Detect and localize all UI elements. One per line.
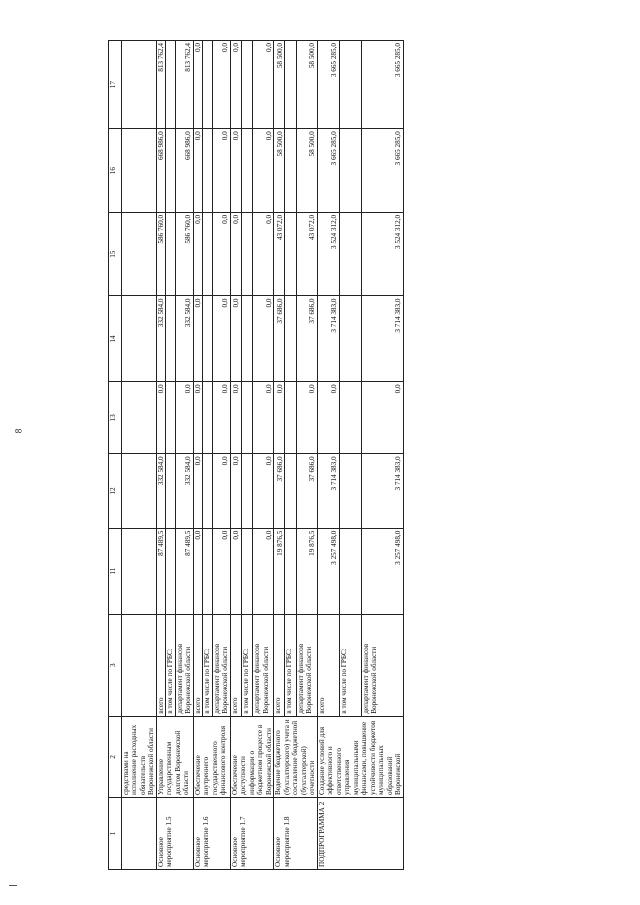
cell-value: 0,0: [230, 454, 241, 528]
cell-value: 0,0: [253, 41, 274, 129]
column-header: 14: [109, 296, 122, 382]
cell-value: 0,0: [212, 41, 230, 129]
cell-value: [166, 528, 175, 614]
cell-empty: [122, 129, 157, 213]
cell-value: 3 257 498,0: [317, 528, 339, 614]
cell-measure-name: Основное мероприятие 1.6: [193, 798, 230, 870]
cell-value: 0,0: [175, 382, 193, 454]
cell-value: 0,0: [253, 454, 274, 528]
column-header: 17: [109, 41, 122, 129]
cell-value: 0,0: [193, 382, 202, 454]
column-header: 3: [109, 614, 122, 716]
cell-value: [241, 212, 252, 296]
column-header: 12: [109, 454, 122, 528]
column-header: 2: [109, 716, 122, 797]
cell-value: [203, 41, 212, 129]
cell-value: 0,0: [193, 129, 202, 213]
cell-sub-label: департамент финансов Воронежской области: [253, 614, 274, 716]
cell-value: 0,0: [230, 212, 241, 296]
cell-value: [285, 41, 296, 129]
cell-value: 58 500,0: [296, 129, 317, 213]
cell-description: средствами на исполнение расходных обязательств Воронежской области: [122, 716, 157, 797]
cell-measure-name: Основное мероприятие 1.7: [230, 798, 273, 870]
cell-value: 0,0: [230, 296, 241, 382]
cell-sub-label: в том числе по ГРБС:: [285, 614, 296, 716]
table-row: [274, 41, 285, 870]
cell-value: 0,0: [296, 382, 317, 454]
column-header: 11: [109, 528, 122, 614]
cell-value: 0,0: [230, 382, 241, 454]
page-number: 8: [13, 428, 24, 434]
cell-value: 3 665 285,0: [317, 41, 339, 129]
cell-value: 332 584,0: [156, 296, 165, 382]
column-header: 15: [109, 212, 122, 296]
cell-value: 43 072,0: [296, 212, 317, 296]
cell-value: 0,0: [253, 382, 274, 454]
cell-value: 0,0: [193, 528, 202, 614]
cell-value: 37 686,0: [296, 454, 317, 528]
cell-value: 0,0: [212, 212, 230, 296]
cell-value: 0,0: [212, 454, 230, 528]
cell-measure-name: Основное мероприятие 1.8: [274, 798, 317, 870]
cell-value: 37 686,0: [296, 296, 317, 382]
cell-value: 0,0: [193, 212, 202, 296]
cell-value: [166, 129, 175, 213]
cell-sub-label: в том числе по ГРБС:: [166, 614, 175, 716]
cell-value: 0,0: [193, 454, 202, 528]
continuation-row: [122, 41, 157, 870]
cell-value: [339, 382, 361, 454]
cell-value: [203, 129, 212, 213]
cell-value: 0,0: [274, 382, 285, 454]
cell-value: [166, 296, 175, 382]
cell-value: 0,0: [230, 528, 241, 614]
cell-value: 332 584,0: [175, 454, 193, 528]
budget-table: [108, 40, 404, 870]
cell-empty: [122, 798, 157, 870]
cell-sub-label: департамент финансов Воронежской области: [212, 614, 230, 716]
column-header: 1: [109, 798, 122, 870]
cell-value: 0,0: [230, 129, 241, 213]
cell-sub-label: всего: [317, 614, 339, 716]
cell-description: Управление государственным долгом Воронежской области: [156, 716, 193, 797]
cell-value: 586 760,0: [156, 212, 165, 296]
cell-value: [285, 382, 296, 454]
cell-value: [339, 528, 361, 614]
cell-sub-label: департамент финансов Воронежской области: [296, 614, 317, 716]
cell-value: [241, 454, 252, 528]
cell-value: 0,0: [361, 382, 403, 454]
cell-value: 0,0: [212, 296, 230, 382]
cell-value: 19 876,5: [296, 528, 317, 614]
cell-value: [241, 129, 252, 213]
cell-value: 668 986,0: [175, 129, 193, 213]
cell-sub-label: всего: [193, 614, 202, 716]
cell-value: [166, 41, 175, 129]
cell-value: [166, 212, 175, 296]
cell-empty: [122, 454, 157, 528]
cell-value: [339, 212, 361, 296]
cell-value: [339, 296, 361, 382]
cell-value: 332 584,0: [156, 454, 165, 528]
cell-sub-label: в том числе по ГРБС:: [203, 614, 212, 716]
cell-value: [339, 41, 361, 129]
cell-value: 3 714 383,0: [361, 454, 403, 528]
cell-value: 3 665 285,0: [361, 129, 403, 213]
cell-description: Создание условий для эффективного и ответственного управления муниципальными финансами, повышение устойчивости бюджетов муниципальных образований Воронежской: [317, 716, 403, 797]
table-body: [109, 41, 404, 870]
cell-value: 3 524 312,0: [361, 212, 403, 296]
cell-sub-label: департамент финансов Воронежской области: [361, 614, 403, 716]
cell-value: [285, 296, 296, 382]
cell-value: [203, 382, 212, 454]
cell-value: 668 986,0: [156, 129, 165, 213]
cell-value: 3 714 383,0: [361, 296, 403, 382]
cell-value: 0,0: [193, 296, 202, 382]
cell-value: 37 686,0: [274, 454, 285, 528]
cell-description: Обеспечение внутреннего государственного финансового контроля: [193, 716, 230, 797]
cell-sub-label: всего: [156, 614, 165, 716]
cell-value: [339, 454, 361, 528]
cell-value: 0,0: [317, 382, 339, 454]
cell-value: [339, 129, 361, 213]
cell-empty: [122, 212, 157, 296]
cell-value: 3 665 285,0: [361, 41, 403, 129]
cell-value: 0,0: [253, 528, 274, 614]
cell-value: 0,0: [253, 296, 274, 382]
cell-value: [241, 41, 252, 129]
cell-value: 3 714 383,0: [317, 296, 339, 382]
cell-value: 0,0: [212, 382, 230, 454]
cell-value: [285, 212, 296, 296]
cell-value: 3 257 498,0: [361, 528, 403, 614]
cell-measure-name: ПОДПРОГРАММА 2: [317, 798, 403, 870]
cell-value: 58 500,0: [274, 129, 285, 213]
cell-value: [241, 296, 252, 382]
cell-value: [166, 382, 175, 454]
cell-value: 0,0: [193, 41, 202, 129]
cell-value: [241, 382, 252, 454]
cell-value: 58 500,0: [274, 41, 285, 129]
cell-value: 3 524 312,0: [317, 212, 339, 296]
cell-value: 87 489,5: [156, 528, 165, 614]
header-row: [109, 41, 122, 870]
cell-value: 813 762,4: [156, 41, 165, 129]
cell-value: 0,0: [253, 212, 274, 296]
cell-value: 0,0: [212, 528, 230, 614]
table-row: [193, 41, 202, 870]
cell-value: 3 714 383,0: [317, 454, 339, 528]
cell-value: [285, 528, 296, 614]
table-row: [230, 41, 241, 870]
cell-value: 332 584,0: [175, 296, 193, 382]
cell-value: 58 500,0: [296, 41, 317, 129]
cell-value: 0,0: [253, 129, 274, 213]
cell-empty: [122, 528, 157, 614]
table-row: [156, 41, 165, 870]
column-header: 16: [109, 129, 122, 213]
cell-value: [166, 454, 175, 528]
cell-value: 586 760,0: [175, 212, 193, 296]
cell-value: 0,0: [212, 129, 230, 213]
cell-value: [285, 129, 296, 213]
cell-description: Обеспечение доступности информации о бюджетном процессе в Воронежской области: [230, 716, 273, 797]
rotated-page: [108, 40, 608, 870]
cell-empty: [122, 41, 157, 129]
cell-value: [203, 454, 212, 528]
cell-value: 37 686,0: [274, 296, 285, 382]
cell-sub-label: всего: [274, 614, 285, 716]
cell-value: [203, 296, 212, 382]
cell-value: [203, 212, 212, 296]
cell-empty: [122, 296, 157, 382]
cell-value: 0,0: [230, 41, 241, 129]
cell-sub-label: всего: [230, 614, 241, 716]
cell-value: 0,0: [156, 382, 165, 454]
footer-mark: [9, 885, 17, 886]
cell-value: [241, 528, 252, 614]
cell-value: [203, 528, 212, 614]
cell-value: 3 665 285,0: [317, 129, 339, 213]
cell-description: Ведение бюджетного (бухгалтерского) учета и составление бюджетной (бухгалтерской) отчетности: [274, 716, 317, 797]
cell-sub-label: в том числе по ГРБС:: [339, 614, 361, 716]
cell-value: 19 876,5: [274, 528, 285, 614]
cell-sub-label: в том числе по ГРБС:: [241, 614, 252, 716]
cell-value: [285, 454, 296, 528]
table-row: [317, 41, 339, 870]
cell-value: 813 762,4: [175, 41, 193, 129]
column-header: 13: [109, 382, 122, 454]
cell-empty: [122, 382, 157, 454]
cell-value: 87 489,5: [175, 528, 193, 614]
cell-value: 43 072,0: [274, 212, 285, 296]
cell-sub-label: департамент финансов Воронежской области: [175, 614, 193, 716]
cell-empty: [122, 614, 157, 716]
cell-measure-name: Основное мероприятие 1.5: [156, 798, 193, 870]
